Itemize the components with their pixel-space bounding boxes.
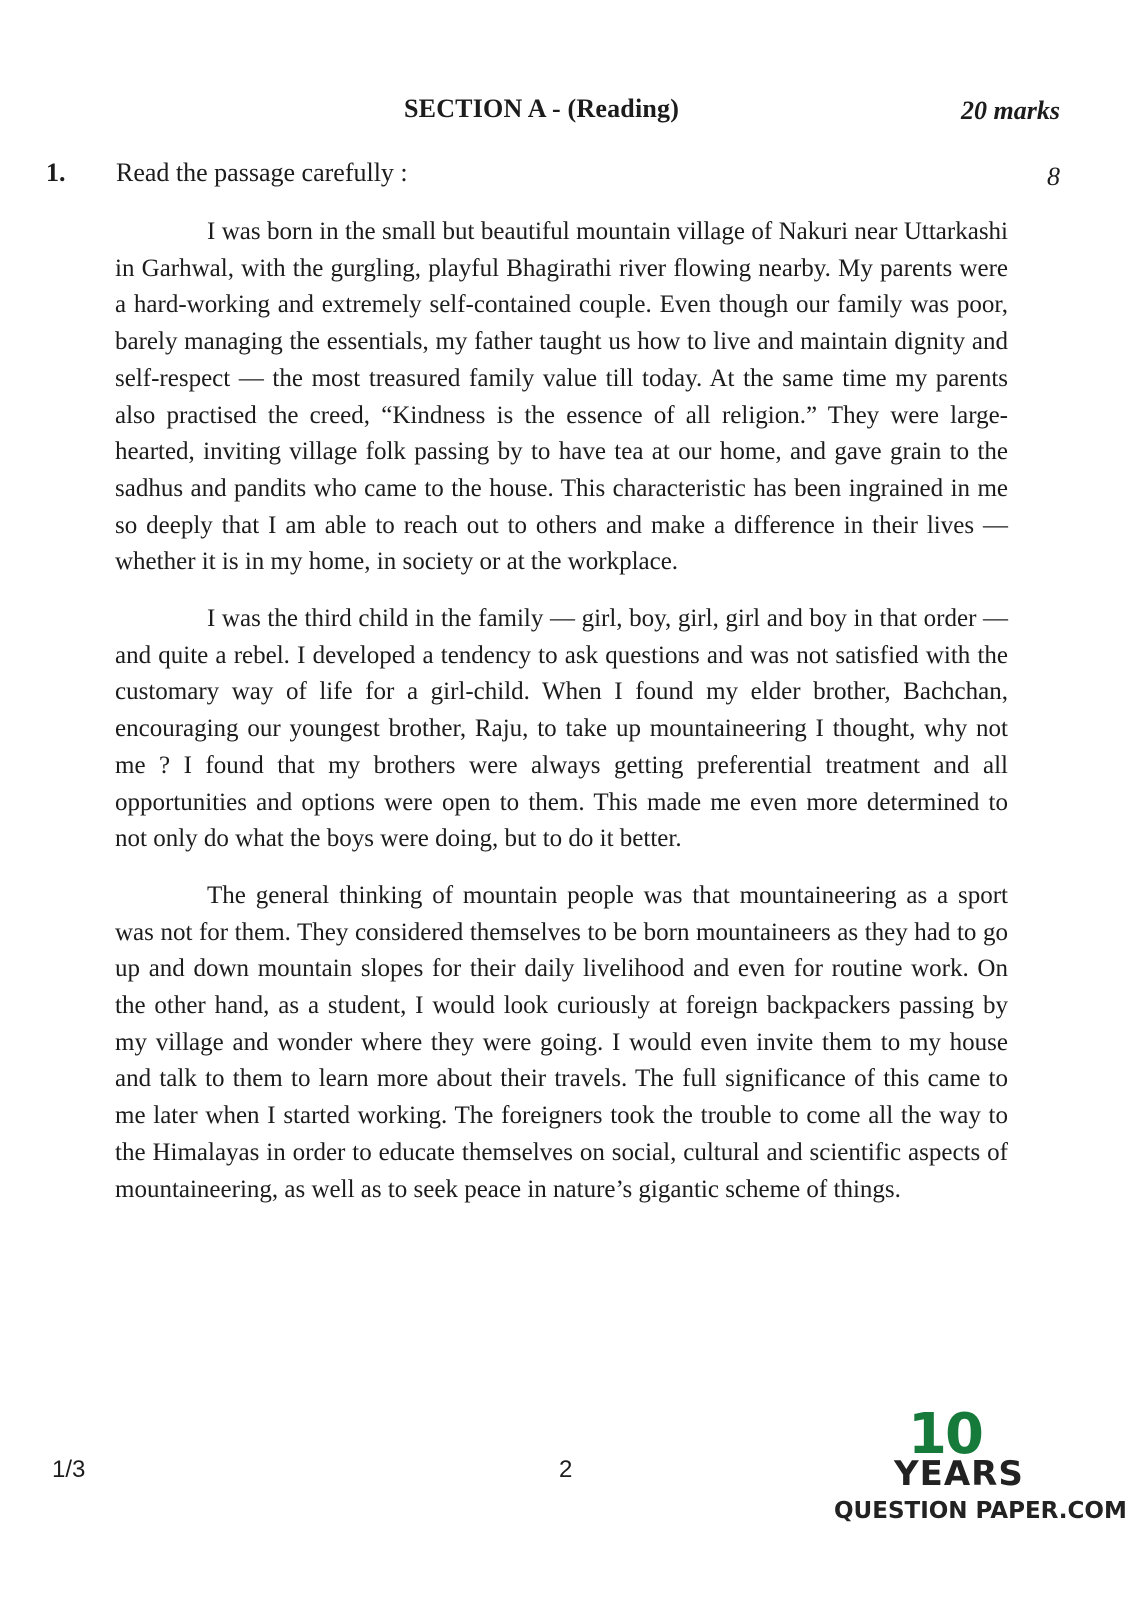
- passage-paragraph-2: I was the third child in the family — girl, boy, girl, girl and boy in that order — and quite a rebel. I developed a tendency to ask questions and was not satisfied with the customary way of life for a girl-child. When I found my elder brother, Bachchan, encouraging our youngest brother, Raju, to take up mountaineering I thought, why not me ? I found that my brothers were always getting preferential treatment and all opportunities and options were open to them. This made me even more determined to not only do what the boys were doing, but to do it better.: [115, 605, 1008, 853]
- site-watermark-logo: [830, 1402, 1127, 1532]
- watermark-site: QUESTION PAPER.COM: [834, 1498, 1127, 1524]
- passage-paragraph-3: The general thinking of mountain people was that mountaineering as a sport was not for them. They considered themselves to be born mountaineers as they had to go up and down mountain slopes for their daily livelihood and even for routine work. On the other hand, as a student, I would look curiously at foreign backpackers passing by my village and wonder where they were going. I would even invite them to my house and talk to them to learn more about their travels. The full significance of this came to me later when I started working. The foreigners took the trouble to come all the way to the Himalayas in order to educate themselves on social, cultural and scientific aspects of mountaineering, as well as to seek peace in nature’s gigantic scheme of things.: [115, 881, 1008, 1203]
- watermark-years: YEARS: [894, 1454, 1024, 1494]
- section-title: SECTION A - (Reading): [404, 94, 680, 123]
- page-number: 2: [559, 1456, 573, 1483]
- question-instruction: Read the passage carefully :: [116, 158, 408, 187]
- watermark-number: 10: [908, 1402, 982, 1467]
- question-number: 1.: [46, 158, 66, 187]
- passage-paragraph-1: I was born in the small but beautiful mountain village of Nakuri near Uttarkashi in Garhwal, with the gurgling, playful Bhagirathi river flowing nearby. My parents were a hard-working and extremely self-contained couple. Even though our family was poor, barely managing the essentials, my father taught us how to live and maintain dignity and self-respect — the most treasured family value till today. At the same time my parents also practised the creed, “Kindness is the essence of all religion.” They were large-hearted, inviting village folk passing by to have tea at our home, and gave grain to the sadhus and pandits who came to the house. This characteristic has been ingrained in me so deeply that I am able to reach out to others and make a difference in their lives — whether it is in my home, in society or at the workplace.: [115, 218, 1008, 576]
- question-marks: 8: [1047, 162, 1060, 191]
- paper-code: 1/3: [52, 1456, 86, 1483]
- section-marks: 20 marks: [961, 96, 1060, 125]
- reading-passage: [115, 214, 1008, 1228]
